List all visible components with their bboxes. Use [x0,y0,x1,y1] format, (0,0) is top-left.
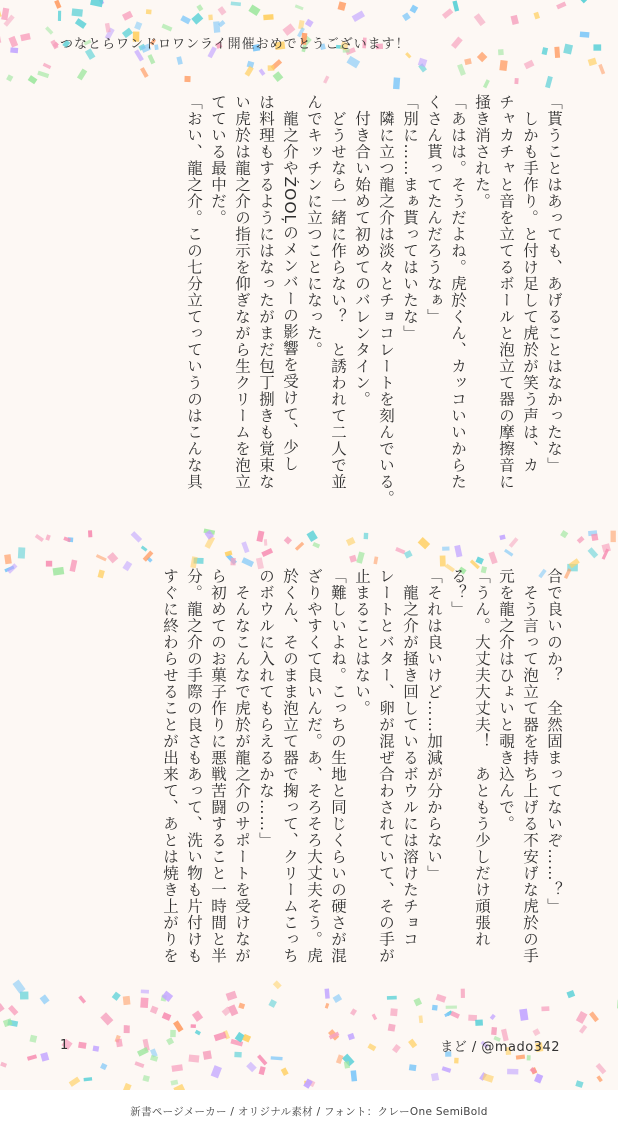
confetti-piece [349,555,357,563]
confetti-piece [203,1050,212,1060]
confetti-piece [598,64,605,75]
confetti-piece [418,537,431,549]
confetti-piece [452,0,459,11]
confetti-piece [271,1056,283,1060]
confetti-piece [96,554,107,561]
confetti-piece [338,1,347,11]
confetti-piece [123,1083,132,1090]
confetti-piece [509,537,519,548]
text-line: のボウルに入れてもらえるかな……」 [257,568,275,849]
text-line: そう言って泡立て器を持ち上げる不安げな虎於の手 [521,568,539,964]
text-line: 「それは良いけど……加減が分からない」 [425,568,443,882]
confetti-piece [281,1067,289,1076]
confetti-piece [246,1062,257,1073]
confetti-piece [180,15,191,24]
template-credit: 新書ページメーカー / オリジナル素材 / フォント：クレーOne SemiBold [130,1106,488,1118]
confetti-piece [588,58,597,67]
confetti-piece [69,1077,81,1087]
text-line: 龍之介が掻き回しているボウルには溶けたチョコ [401,568,419,948]
confetti-piece [63,536,71,542]
confetti-piece [367,1043,376,1051]
text-line: 「別に……まぁ貰ってはいたな」 [401,94,419,342]
text-line: 龍之介やŹOOĻのメンバーの影響を受けて、少し [281,94,299,472]
text-line: は料理もするようにはなったがまだ包丁捌きも覚束な [257,94,275,490]
confetti-piece [248,5,260,16]
confetti-piece [35,534,44,542]
confetti-piece [0,1062,7,1068]
confetti-piece [392,1044,401,1053]
confetti-piece [259,1066,266,1075]
confetti-piece [499,534,505,540]
confetti-piece [393,77,400,89]
confetti-piece [504,549,513,557]
confetti-piece [346,56,360,69]
confetti-piece [451,36,463,48]
confetti-piece [191,13,203,25]
confetti-piece [556,2,566,10]
confetti-piece [4,554,12,564]
confetti-piece [499,60,507,71]
confetti-piece [483,79,490,88]
confetti-piece [477,52,488,63]
confetti-piece [208,14,213,20]
confetti-piece [464,58,472,65]
confetti-piece [534,1073,543,1083]
confetti-piece [176,56,182,65]
confetti-piece [475,556,483,564]
confetti-piece [442,8,453,19]
confetti-piece [596,1063,607,1074]
confetti-piece [409,1064,417,1071]
confetti-piece [268,65,275,71]
confetti-piece [6,74,13,81]
confetti-piece [3,1018,13,1027]
confetti-piece [234,1052,241,1058]
confetti-piece [150,1055,158,1062]
confetti-piece [575,1080,583,1088]
confetti-piece [491,1027,497,1035]
confetti-piece [410,5,419,14]
confetti-piece [457,64,466,76]
confetti-piece [18,547,25,558]
text-line: しかも手作り。と付け足して虎於が笑う声は、カ [521,94,539,474]
confetti-piece [77,69,87,81]
confetti-piece [0,36,1,44]
confetti-piece [577,536,585,544]
author-credit: まど / @mado342 [440,1040,560,1055]
confetti-piece [188,1054,199,1062]
confetti-piece [170,1030,176,1037]
text-line: い虎於は龍之介の指示を仰ぎながら生クリームを泡立 [233,94,251,490]
confetti-piece [134,21,142,30]
confetti-piece [347,1033,354,1040]
confetti-piece [373,556,378,564]
confetti-piece [90,0,103,7]
confetti-piece [488,551,497,564]
confetti-piece [579,0,587,3]
confetti-piece [225,550,233,556]
confetti-piece [563,44,573,55]
confetti-piece [591,533,598,541]
text-line: 「貰うことはあっても、あげることはなかったな」 [545,94,563,474]
confetti-piece [241,557,254,567]
text-line: レートとバター、卵が混ぜ合わされていて、その手が [377,568,395,964]
confetti-piece [514,78,518,84]
confetti-piece [54,0,61,9]
confetti-piece [405,52,411,58]
confetti-piece [137,1047,149,1057]
confetti-piece [554,47,560,58]
confetti-piece [29,1035,37,1043]
confetti-piece [542,47,549,55]
confetti-piece [231,1,241,6]
confetti-piece [259,69,266,76]
confetti-piece [43,63,52,69]
confetti-piece [576,1011,588,1024]
text-column-bottom [56,568,566,1023]
confetti-piece [190,556,197,568]
confetti-piece [312,542,320,548]
confetti-piece [440,555,446,566]
confetti-piece [134,1061,144,1068]
confetti-piece [511,15,519,25]
text-line: 元を龍之介はひょいと覗き込んで。 [497,568,515,832]
confetti-piece [170,1080,178,1086]
confetti-piece [230,558,235,566]
confetti-piece [588,547,599,558]
text-line: 止まることはない。 [353,568,371,717]
confetti-piece [0,1003,5,1014]
confetti-piece [611,531,616,543]
confetti-piece [442,546,449,550]
confetti-piece [596,1075,602,1082]
confetti-piece [58,11,61,21]
confetti-piece [8,1005,18,1016]
confetti-piece [28,75,38,84]
confetti-piece [191,1024,196,1028]
confetti-piece [161,24,172,32]
confetti-piece [527,1055,531,1060]
confetti-piece [408,1039,417,1049]
confetti-piece [166,1037,174,1045]
text-line: 「うん。大丈夫大丈夫！ あともう少しだけ頑張れ [473,568,491,948]
confetti-piece [602,543,611,552]
confetti-piece [8,36,18,48]
confetti-piece [75,18,87,29]
confetti-piece [37,71,49,78]
text-line: 「あはは。そうだよね。虎於くん、カッコいいからた [449,94,467,490]
text-line: 付き合い始めて初めてのバレンタイン。 [353,94,371,408]
confetti-piece [214,1032,227,1042]
confetti-piece [78,1042,87,1049]
confetti-piece [264,539,267,546]
confetti-piece [107,552,118,563]
confetti-piece [173,1084,185,1090]
confetti-piece [46,561,52,567]
text-line: 分。龍之介の手際の良さもあって、洗い物も片付けも [185,568,203,964]
text-line: ざりやすくて良いんだ。あ、そろそろ大丈夫そう。虎 [305,568,323,964]
confetti-piece [351,1070,358,1081]
page-header: つなとらワンドロワンライ開催おめでとうございます！ [60,37,410,52]
confetti-piece [20,992,29,1000]
confetti-piece [498,49,504,55]
confetti-piece [533,12,540,20]
confetti-piece [122,11,133,21]
confetti-piece [454,545,462,557]
confetti-piece [40,994,50,1004]
text-line: どうせなら一緒に作らない？ と誘われて二人で並 [329,94,347,490]
confetti-piece [124,1025,130,1033]
confetti-piece [404,550,413,558]
confetti-piece [27,1054,37,1060]
confetti-piece [284,536,292,544]
confetti-piece [346,537,356,546]
confetti-piece [147,54,155,64]
confetti-piece [593,44,601,50]
confetti-piece [545,76,553,88]
confetti-piece [171,1064,183,1072]
text-line: そんなこんなで虎於が龍之介のサポートを受けなが [233,568,251,964]
text-line: すぐに終わらせることが出来て、あとは焼き上がりを [161,568,179,964]
confetti-piece [532,1028,540,1036]
confetti-piece [352,11,365,22]
confetti-piece [93,1045,100,1051]
confetti-piece [13,980,26,994]
confetti-piece [45,26,53,34]
confetti-piece [140,67,149,78]
confetti-piece [196,4,203,11]
confetti-piece [580,31,590,37]
confetti-piece [442,1066,452,1073]
confetti-piece [454,1058,459,1064]
confetti-piece [516,1054,525,1059]
confetti-piece [213,21,220,33]
confetti-piece [105,23,111,33]
confetti-piece [141,546,148,552]
confetti-piece [195,1030,201,1036]
confetti-piece [100,1063,107,1070]
text-line: てている最中だ。 [209,94,227,226]
confetti-piece [298,20,304,29]
confetti-piece [431,1073,439,1082]
confetti-piece [142,1075,149,1082]
page-number: 1 [60,1038,69,1053]
confetti-piece [146,9,152,14]
confetti-piece [116,1039,123,1048]
text-line: 合で良いのか？ 全然固まってないぞ……？」 [545,568,563,915]
confetti-piece [211,1065,222,1078]
text-line: る？」 [449,568,467,618]
confetti-piece [579,1025,587,1034]
text-line: 隣に立つ龍之介は淡々とチョコレートを刻んでいる。 [377,94,395,507]
confetti-piece [218,6,227,15]
text-line: 掻き消された。 [473,94,491,210]
confetti-piece [305,19,314,28]
text-line: 於くん、そのまま泡立て器で掬って、クリームこっち [281,568,299,964]
text-column-top [56,94,566,534]
confetti-piece [10,47,18,53]
text-line: ら初めてのお菓子作りに悪戦苦闘すること一時間と半 [209,568,227,964]
confetti-piece [356,551,364,563]
text-line: 「おい、龍之介。この七分立てっていうのはこんな具 [185,94,203,490]
confetti-piece [402,12,411,21]
confetti-piece [257,1054,267,1065]
confetti-piece [45,534,50,540]
confetti-piece [388,1024,396,1032]
text-line: 「難しいよね。こっちの生地と同じくらいの硬さが混 [329,568,347,964]
confetti-piece [482,1073,494,1082]
text-line: んでキッチンに立つことになった。 [305,94,323,358]
confetti-piece [474,13,486,26]
confetti-piece [263,14,273,20]
confetti-piece [295,4,304,10]
confetti-piece [20,33,31,41]
confetti-piece [295,542,304,551]
confetti-piece [566,990,575,998]
confetti-piece [40,1052,49,1062]
confetti-piece [336,1054,344,1064]
confetti-piece [507,1069,518,1075]
confetti-piece [589,1011,599,1022]
confetti-piece [524,60,535,69]
text-line: チャカチャと音を立てるボールと泡立て器の摩擦音に [497,94,515,490]
confetti-piece [72,8,83,16]
confetti-piece [241,541,249,553]
confetti-piece [184,76,190,82]
confetti-piece [261,548,273,557]
confetti-piece [84,1077,93,1081]
confetti-piece [323,75,329,83]
text-line: くさん貰ってたんだろうなぁ」 [425,94,443,325]
confetti-piece [273,71,284,82]
confetti-piece [303,1079,312,1089]
